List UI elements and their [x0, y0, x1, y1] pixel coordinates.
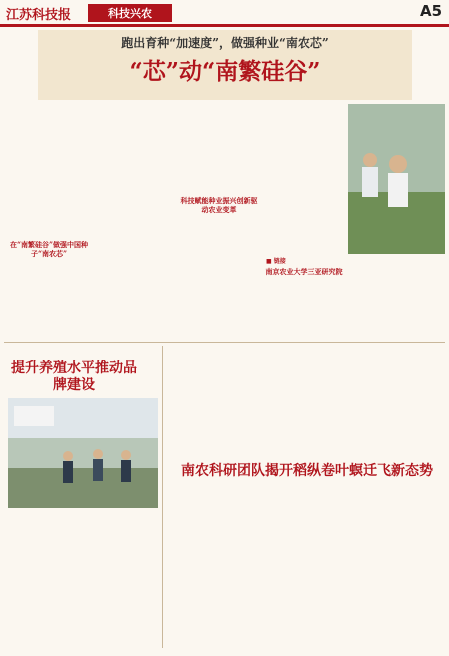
- story2-kicker: [8, 347, 140, 359]
- lead-column-3: [178, 104, 260, 194]
- lead-column-1b: [8, 262, 90, 338]
- lead-column-1: [8, 104, 90, 238]
- lead-title: “芯”动“南繁硅谷”: [129, 58, 321, 85]
- story3-column-2: [258, 484, 346, 648]
- story2-body: [8, 520, 158, 648]
- story3-column-1: [166, 484, 254, 648]
- story3-column-3: [350, 484, 445, 648]
- farm-visit-image: [8, 398, 158, 508]
- lead-link-tag: ■ 链接: [266, 258, 286, 265]
- lead-column-5: [348, 266, 445, 338]
- lead-subhead-2: 科技赋能种业振兴创新驱动农业变革: [180, 196, 258, 214]
- lead-column-3b: [178, 220, 260, 338]
- lead-photo: [348, 104, 445, 254]
- story2-title: 提升养殖水平推动品牌建设: [11, 360, 137, 393]
- lead-photo-caption: [348, 256, 445, 264]
- story3-kicker: [175, 447, 445, 459]
- masthead-rule: [0, 24, 449, 27]
- lead-link-subhead: 南京农业大学三亚研究院: [265, 267, 343, 276]
- lead-column-4b: [264, 289, 344, 338]
- story2-photo-caption: [8, 510, 158, 518]
- column-divider: [162, 346, 163, 648]
- section-divider: [4, 342, 445, 343]
- newspaper-logo: 江苏科技报: [6, 8, 72, 22]
- rice-field-image: [348, 104, 445, 254]
- story2-photo: [8, 398, 158, 508]
- section-label: 科技兴农: [88, 4, 172, 22]
- lead-column-2: [93, 104, 175, 338]
- lead-subhead-1: 在“南繁硅谷”做强中国种子“南农芯”: [9, 240, 89, 258]
- lead-column-4: [264, 104, 344, 254]
- story3-title: 南农科研团队揭开稻纵卷叶螟迁飞新态势: [181, 463, 433, 479]
- issue-meta: [300, 4, 418, 22]
- lead-subtitle: 跑出育种“加速度”，做强种业“南农芯”: [121, 36, 329, 50]
- page-number: A5: [420, 2, 443, 20]
